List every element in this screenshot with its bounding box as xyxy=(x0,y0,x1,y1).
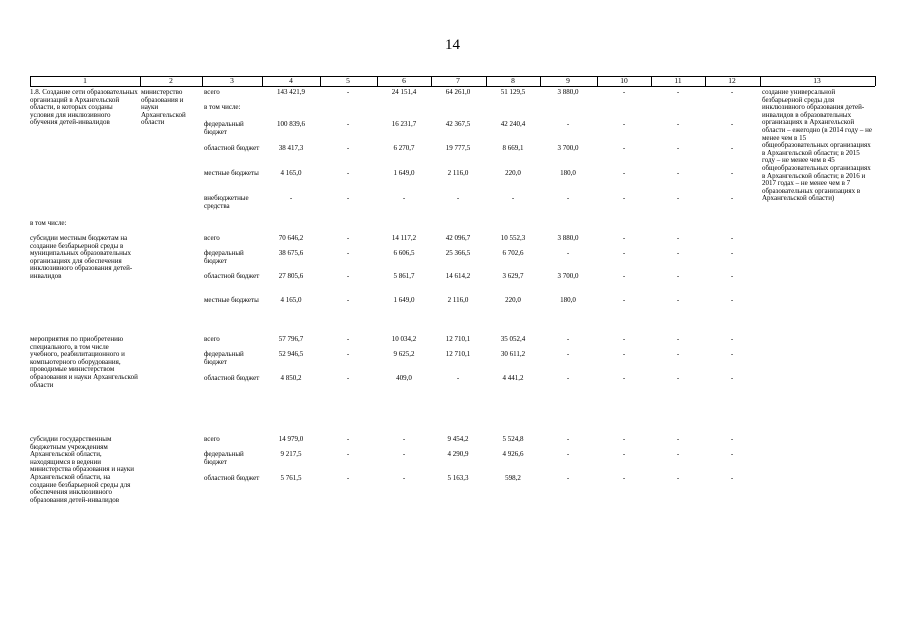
subitem-1-row-0-value-11: - xyxy=(676,335,680,343)
subitem-1-name: мероприятия по приобретению специального, в том числе учебного, реабилитационного и компьютерного оборудования, проводимые министерством образования и науки Архангельской области xyxy=(30,335,138,389)
section-row-5-value-7: - xyxy=(456,194,460,202)
section-row-5-source: внебюджетные средства xyxy=(204,194,249,210)
column-header-8: 8 xyxy=(511,76,515,85)
subitem-1-row-1-value-4: 52 946,5 xyxy=(278,350,304,358)
subitem-1-row-0-value-12: - xyxy=(730,335,734,343)
column-separator-7 xyxy=(486,76,487,86)
subitem-0-name: субсидии местным бюджетам на создание безбарьерной среды в муниципальных образовательных организациях для обеспечения инклюзивного образования детей-инвалидов xyxy=(30,234,133,280)
subitem-1-row-0-source: всего xyxy=(204,335,220,343)
section-row-0-value-11: - xyxy=(676,88,680,96)
subitem-0-row-2-value-8: 3 629,7 xyxy=(502,272,524,280)
subitem-1-row-2-value-10: - xyxy=(622,374,626,382)
subitem-0-row-3-value-9: 180,0 xyxy=(560,296,576,304)
subitem-0-row-2-value-4: 27 805,6 xyxy=(278,272,304,280)
header-bottom-rule xyxy=(30,86,875,87)
section-row-0-value-10: - xyxy=(622,88,626,96)
subitem-0-row-3-value-12: - xyxy=(730,296,734,304)
subitem-2-row-2-value-10: - xyxy=(622,474,626,482)
subitem-1-row-2-source: областной бюджет xyxy=(204,374,260,382)
section-row-2-value-12: - xyxy=(730,120,734,128)
subitem-2-row-0-value-9: - xyxy=(566,435,570,443)
subitem-2-row-1-value-11: - xyxy=(676,450,680,458)
subitem-0-row-2-value-12: - xyxy=(730,272,734,280)
subitem-0-row-2-value-5: - xyxy=(346,272,350,280)
subitem-0-row-3-value-11: - xyxy=(676,296,680,304)
section-row-0-value-6: 24 151,4 xyxy=(391,88,417,96)
subitem-2-row-0-value-7: 9 454,2 xyxy=(447,435,469,443)
subitem-0-row-1-value-12: - xyxy=(730,249,734,257)
section-row-0-value-9: 3 880,0 xyxy=(557,88,579,96)
subitem-1-row-1-value-8: 30 611,2 xyxy=(500,350,526,358)
section-row-2-value-10: - xyxy=(622,120,626,128)
subitem-2-row-0-value-6: - xyxy=(402,435,406,443)
column-header-6: 6 xyxy=(402,76,406,85)
section-row-3-value-11: - xyxy=(676,144,680,152)
subitem-0-row-2-value-7: 14 614,2 xyxy=(445,272,471,280)
subitem-0-row-1-value-9: - xyxy=(566,249,570,257)
section-row-0-source: всего xyxy=(204,88,220,96)
section-row-2-value-9: - xyxy=(566,120,570,128)
section-row-2-value-6: 16 231,7 xyxy=(391,120,417,128)
subitem-1-row-2-value-8: 4 441,2 xyxy=(502,374,524,382)
subitem-1-row-1-value-12: - xyxy=(730,350,734,358)
subitem-0-row-1-value-11: - xyxy=(676,249,680,257)
section-row-2-value-8: 42 240,4 xyxy=(500,120,526,128)
column-header-9: 9 xyxy=(566,76,570,85)
section-row-3-value-5: - xyxy=(346,144,350,152)
section-row-3-value-9: 3 700,0 xyxy=(557,144,579,152)
column-separator-8 xyxy=(540,76,541,86)
subitem-2-row-0-value-10: - xyxy=(622,435,626,443)
column-separator-1 xyxy=(140,76,141,86)
subitem-1-row-0-value-6: 10 034,2 xyxy=(391,335,417,343)
subitem-1-row-1-value-11: - xyxy=(676,350,680,358)
section-row-0-value-5: - xyxy=(346,88,350,96)
in-number-label: в том числе: xyxy=(30,219,67,227)
section-row-3-value-12: - xyxy=(730,144,734,152)
subitem-0-row-0-value-11: - xyxy=(676,234,680,242)
section-row-5-value-11: - xyxy=(676,194,680,202)
subitem-1-row-1-value-6: 9 625,2 xyxy=(393,350,415,358)
section-title: 1.8. Создание сети образовательных организаций в Архангельской области, в которых созданы условия для инклюзивного обучения детей-инвалидов xyxy=(30,88,138,127)
section-row-0-value-12: - xyxy=(730,88,734,96)
section-row-5-value-12: - xyxy=(730,194,734,202)
section-row-5-value-4: - xyxy=(289,194,293,202)
subitem-0-row-3-value-6: 1 649,0 xyxy=(393,296,415,304)
subitem-2-row-2-value-5: - xyxy=(346,474,350,482)
column-separator-3 xyxy=(262,76,263,86)
subitem-0-row-1-value-4: 38 675,6 xyxy=(278,249,304,257)
subitem-0-row-0-value-6: 14 117,2 xyxy=(391,234,417,242)
section-row-3-value-10: - xyxy=(622,144,626,152)
subitem-1-row-1-source: федеральный бюджет xyxy=(204,350,244,366)
column-separator-6 xyxy=(431,76,432,86)
section-row-3-value-6: 6 270,7 xyxy=(393,144,415,152)
column-header-3: 3 xyxy=(230,76,234,85)
column-separator-13 xyxy=(875,76,876,86)
subitem-0-row-0-value-4: 70 646,2 xyxy=(278,234,304,242)
subitem-0-row-0-value-8: 10 552,3 xyxy=(500,234,526,242)
subitem-2-row-0-value-5: - xyxy=(346,435,350,443)
subitem-2-row-2-value-6: - xyxy=(402,474,406,482)
section-row-4-value-6: 1 649,0 xyxy=(393,169,415,177)
subitem-1-row-2-value-7: - xyxy=(456,374,460,382)
subitem-0-row-1-source: федеральный бюджет xyxy=(204,249,244,265)
subitem-2-row-0-value-11: - xyxy=(676,435,680,443)
section-row-3-value-8: 8 669,1 xyxy=(502,144,524,152)
subitem-0-row-0-value-12: - xyxy=(730,234,734,242)
subitem-0-row-2-value-9: 3 700,0 xyxy=(557,272,579,280)
subitem-1-row-2-value-5: - xyxy=(346,374,350,382)
section-row-3-source: областной бюджет xyxy=(204,144,260,152)
subitem-0-row-3-value-5: - xyxy=(346,296,350,304)
subitem-0-row-3-source: местные бюджеты xyxy=(204,296,259,304)
subitem-2-row-0-value-8: 5 524,8 xyxy=(502,435,524,443)
section-result: создание универсальной безбарьерной среды для инклюзивного образования детей-инвалидов в образовательных организациях в Архангельской области – ежегодно (в 2014 году – не менее чем в 15 общеобразовательных организациях в Архангельской области; в 2015 году – не менее чем в 45 общеобразовательных организациях в Архангельской области; в 2016 и 2017 годах – не менее чем в 7 образовательных организациях в Архангельской области) xyxy=(762,88,872,203)
subitem-1-row-1-value-10: - xyxy=(622,350,626,358)
section-row-1-source: в том числе: xyxy=(204,103,241,111)
subitem-2-row-2-value-7: 5 163,3 xyxy=(447,474,469,482)
section-row-0-value-4: 143 421,9 xyxy=(277,88,305,96)
subitem-0-row-3-value-7: 2 116,0 xyxy=(447,296,469,304)
column-separator-11 xyxy=(705,76,706,86)
column-header-10: 10 xyxy=(620,76,628,85)
subitem-0-row-2-source: областной бюджет xyxy=(204,272,260,280)
subitem-1-row-2-value-6: 409,0 xyxy=(396,374,412,382)
section-row-5-value-6: - xyxy=(402,194,406,202)
section-row-5-value-8: - xyxy=(511,194,515,202)
subitem-2-row-0-source: всего xyxy=(204,435,220,443)
subitem-2-row-1-value-10: - xyxy=(622,450,626,458)
subitem-0-row-1-value-5: - xyxy=(346,249,350,257)
subitem-2-row-1-value-9: - xyxy=(566,450,570,458)
subitem-0-row-0-value-9: 3 880,0 xyxy=(557,234,579,242)
subitem-0-row-3-value-8: 220,0 xyxy=(505,296,521,304)
section-row-4-value-11: - xyxy=(676,169,680,177)
column-separator-0 xyxy=(30,76,31,86)
subitem-2-name: субсидии государственным бюджетным учреждениям Архангельской области, находящимся в ведении министерства образования и науки Архангельской области, на создание безбарьерной среды для обеспечения инклюзивного образования детей-инвалидов xyxy=(30,435,134,504)
section-row-5-value-5: - xyxy=(346,194,350,202)
section-row-4-source: местные бюджеты xyxy=(204,169,259,177)
column-separator-2 xyxy=(202,76,203,86)
section-row-4-value-9: 180,0 xyxy=(560,169,576,177)
section-row-4-value-10: - xyxy=(622,169,626,177)
column-separator-9 xyxy=(597,76,598,86)
subitem-1-row-2-value-11: - xyxy=(676,374,680,382)
subitem-1-row-0-value-5: - xyxy=(346,335,350,343)
subitem-1-row-0-value-4: 57 796,7 xyxy=(278,335,304,343)
subitem-2-row-1-value-7: 4 290,9 xyxy=(447,450,469,458)
subitem-2-row-0-value-4: 14 979,0 xyxy=(278,435,304,443)
column-header-13: 13 xyxy=(813,76,821,85)
subitem-2-row-0-value-12: - xyxy=(730,435,734,443)
section-row-4-value-5: - xyxy=(346,169,350,177)
subitem-2-row-1-value-6: - xyxy=(402,450,406,458)
section-row-2-value-4: 100 839,6 xyxy=(277,120,305,128)
subitem-2-row-1-source: федеральный бюджет xyxy=(204,450,244,466)
subitem-2-row-2-value-9: - xyxy=(566,474,570,482)
column-separator-10 xyxy=(651,76,652,86)
section-row-2-value-7: 42 367,5 xyxy=(445,120,471,128)
column-separator-12 xyxy=(760,76,761,86)
subitem-0-row-1-value-6: 6 606,5 xyxy=(393,249,415,257)
section-row-4-value-8: 220,0 xyxy=(505,169,521,177)
section-row-4-value-7: 2 116,0 xyxy=(447,169,469,177)
subitem-0-row-2-value-11: - xyxy=(676,272,680,280)
subitem-1-row-0-value-7: 12 710,1 xyxy=(445,335,471,343)
column-header-1: 1 xyxy=(83,76,87,85)
column-separator-5 xyxy=(377,76,378,86)
subitem-2-row-2-value-8: 598,2 xyxy=(505,474,521,482)
section-executor: министерство образования и науки Архангельской области xyxy=(141,88,186,127)
column-header-11: 11 xyxy=(674,76,682,85)
column-header-2: 2 xyxy=(169,76,173,85)
section-row-3-value-7: 19 777,5 xyxy=(445,144,471,152)
section-row-5-value-9: - xyxy=(566,194,570,202)
subitem-0-row-2-value-10: - xyxy=(622,272,626,280)
subitem-2-row-2-value-4: 5 761,5 xyxy=(280,474,302,482)
subitem-1-row-1-value-7: 12 710,1 xyxy=(445,350,471,358)
section-row-5-value-10: - xyxy=(622,194,626,202)
subitem-1-row-0-value-8: 35 052,4 xyxy=(500,335,526,343)
subitem-0-row-3-value-4: 4 165,0 xyxy=(280,296,302,304)
subitem-1-row-2-value-12: - xyxy=(730,374,734,382)
section-row-2-source: федеральный бюджет xyxy=(204,120,244,136)
subitem-1-row-2-value-4: 4 850,2 xyxy=(280,374,302,382)
subitem-1-row-1-value-9: - xyxy=(566,350,570,358)
section-row-0-value-8: 51 129,5 xyxy=(500,88,526,96)
section-row-3-value-4: 38 417,3 xyxy=(278,144,304,152)
subitem-0-row-0-value-5: - xyxy=(346,234,350,242)
subitem-0-row-0-value-7: 42 096,7 xyxy=(445,234,471,242)
subitem-1-row-0-value-9: - xyxy=(566,335,570,343)
subitem-2-row-1-value-5: - xyxy=(346,450,350,458)
section-row-0-value-7: 64 261,0 xyxy=(445,88,471,96)
subitem-0-row-2-value-6: 5 861,7 xyxy=(393,272,415,280)
column-separator-4 xyxy=(320,76,321,86)
subitem-0-row-3-value-10: - xyxy=(622,296,626,304)
column-header-4: 4 xyxy=(289,76,293,85)
page-number: 14 xyxy=(445,37,460,53)
subitem-2-row-2-value-12: - xyxy=(730,474,734,482)
column-header-7: 7 xyxy=(456,76,460,85)
subitem-0-row-1-value-7: 25 366,5 xyxy=(445,249,471,257)
subitem-2-row-1-value-4: 9 217,5 xyxy=(280,450,302,458)
subitem-2-row-2-value-11: - xyxy=(676,474,680,482)
subitem-0-row-1-value-8: 6 702,6 xyxy=(502,249,524,257)
column-header-12: 12 xyxy=(728,76,736,85)
section-row-2-value-11: - xyxy=(676,120,680,128)
section-row-2-value-5: - xyxy=(346,120,350,128)
subitem-1-row-1-value-5: - xyxy=(346,350,350,358)
subitem-2-row-1-value-12: - xyxy=(730,450,734,458)
section-row-4-value-12: - xyxy=(730,169,734,177)
subitem-2-row-2-source: областной бюджет xyxy=(204,474,260,482)
subitem-0-row-0-source: всего xyxy=(204,234,220,242)
section-row-4-value-4: 4 165,0 xyxy=(280,169,302,177)
subitem-0-row-0-value-10: - xyxy=(622,234,626,242)
subitem-1-row-2-value-9: - xyxy=(566,374,570,382)
subitem-2-row-1-value-8: 4 926,6 xyxy=(502,450,524,458)
subitem-1-row-0-value-10: - xyxy=(622,335,626,343)
subitem-0-row-1-value-10: - xyxy=(622,249,626,257)
column-header-5: 5 xyxy=(346,76,350,85)
